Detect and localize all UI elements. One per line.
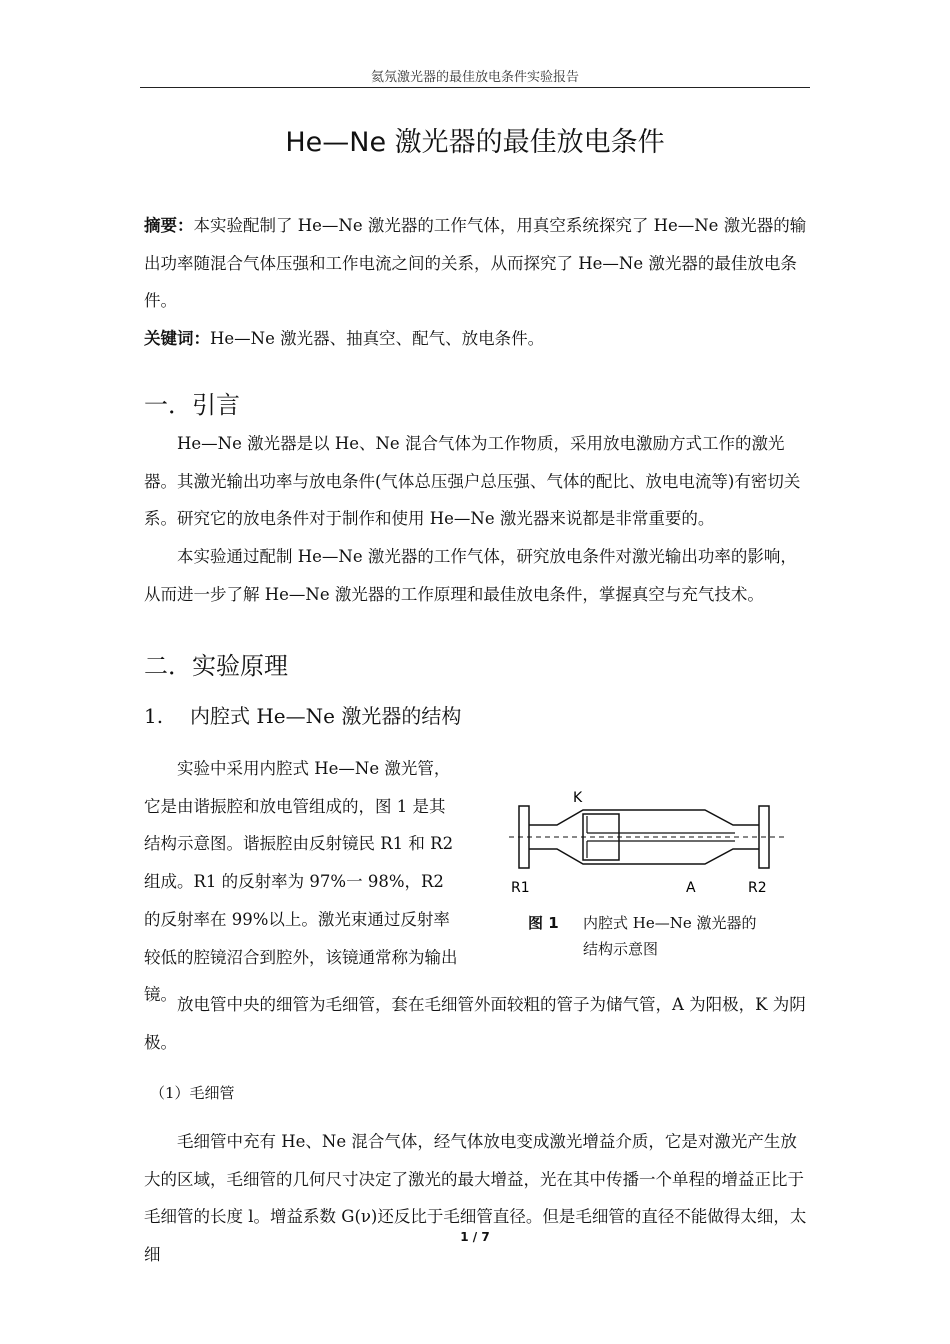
laser-structure-diagram bbox=[505, 788, 795, 900]
capillary-subheading: （1）毛细管 bbox=[150, 1084, 235, 1102]
figure-caption-label: 图 1 bbox=[528, 914, 559, 932]
abstract-text: 本实验配制了 He—Ne 激光器的工作气体，用真空系统探究了 He—Ne 激光器的输出功率随混合气体压强和工作电流之间的关系，从而探究了 He—Ne 激光器的最佳放电条件。 bbox=[144, 216, 807, 310]
subsection-number: 1. bbox=[144, 704, 164, 728]
structure-paragraph: 实验中采用内腔式 He—Ne 激光管，它是由谐振腔和放电管组成的，图 1 是其结构示意图。谐振腔由反射镜民 R1 和 R2 组成。R1 的反射率为 97%一 98%，R2 的反射率在 99%以上。激光束通过反射率较低的腔镜沼合到腔外，该镜通常称为输出镜。 bbox=[144, 759, 458, 1005]
subsection-title: 内腔式 He—Ne 激光器的结构 bbox=[190, 704, 462, 728]
label-a: A bbox=[686, 880, 696, 896]
keywords-label: 关键词： bbox=[144, 329, 210, 348]
abstract-label: 摘要： bbox=[144, 216, 194, 235]
abstract bbox=[144, 207, 808, 320]
figure-caption-line2: 结构示意图 bbox=[583, 940, 659, 958]
label-k: K bbox=[573, 790, 583, 806]
page-number: 1 / 7 bbox=[460, 1230, 490, 1244]
figure-caption-line1: 内腔式 He—Ne 激光器的 bbox=[583, 914, 757, 932]
page-title: He—Ne 激光器的最佳放电条件 bbox=[285, 127, 665, 158]
subsection-heading bbox=[144, 700, 461, 729]
capillary-paragraph: 毛细管中充有 He、Ne 混合气体，经气体放电变成激光增益介质，它是对激光产生放大的区域，毛细管的几何尺寸决定了激光的最大增益，光在其中传播一个单程的增益正比于毛细管的长度 l。增益系数 G(ν)还反比于毛细管直径。但是毛细管的直径不能做得太细，太细 bbox=[144, 1132, 807, 1264]
figure-caption bbox=[528, 910, 788, 962]
section-heading-principle: 二．实验原理 bbox=[144, 652, 288, 680]
electrode-paragraph: 放电管中央的细管为毛细管，套在毛细管外面较粗的管子为储气管，A 为阳极，K 为阴极。 bbox=[144, 995, 806, 1052]
intro-paragraph-1: He—Ne 激光器是以 He、Ne 混合气体为工作物质，采用放电激励方式工作的激光器。其激光输出功率与放电条件(气体总压强户总压强、气体的配比、放电电流等)有密切关系。研究它的放电条件对于制作和使用 He—Ne 激光器来说都是非常重要的。 bbox=[144, 434, 801, 528]
intro-paragraph-2: 本实验通过配制 He—Ne 激光器的工作气体，研究放电条件对激光输出功率的影响，从而进一步了解 He—Ne 激光器的工作原理和最佳放电条件，掌握真空与充气技术。 bbox=[144, 547, 797, 604]
running-header: 氦氖激光器的最佳放电条件实验报告 bbox=[370, 70, 579, 85]
tube-outline-top bbox=[529, 810, 759, 825]
section-heading-intro: 一．引言 bbox=[144, 391, 240, 419]
keywords-text: He—Ne 激光器、抽真空、配气、放电条件。 bbox=[210, 329, 545, 348]
tube-outline-bottom bbox=[529, 849, 759, 864]
label-r2: R2 bbox=[748, 880, 767, 896]
label-r1: R1 bbox=[511, 880, 530, 896]
keywords bbox=[144, 320, 808, 358]
header-rule bbox=[140, 87, 810, 88]
